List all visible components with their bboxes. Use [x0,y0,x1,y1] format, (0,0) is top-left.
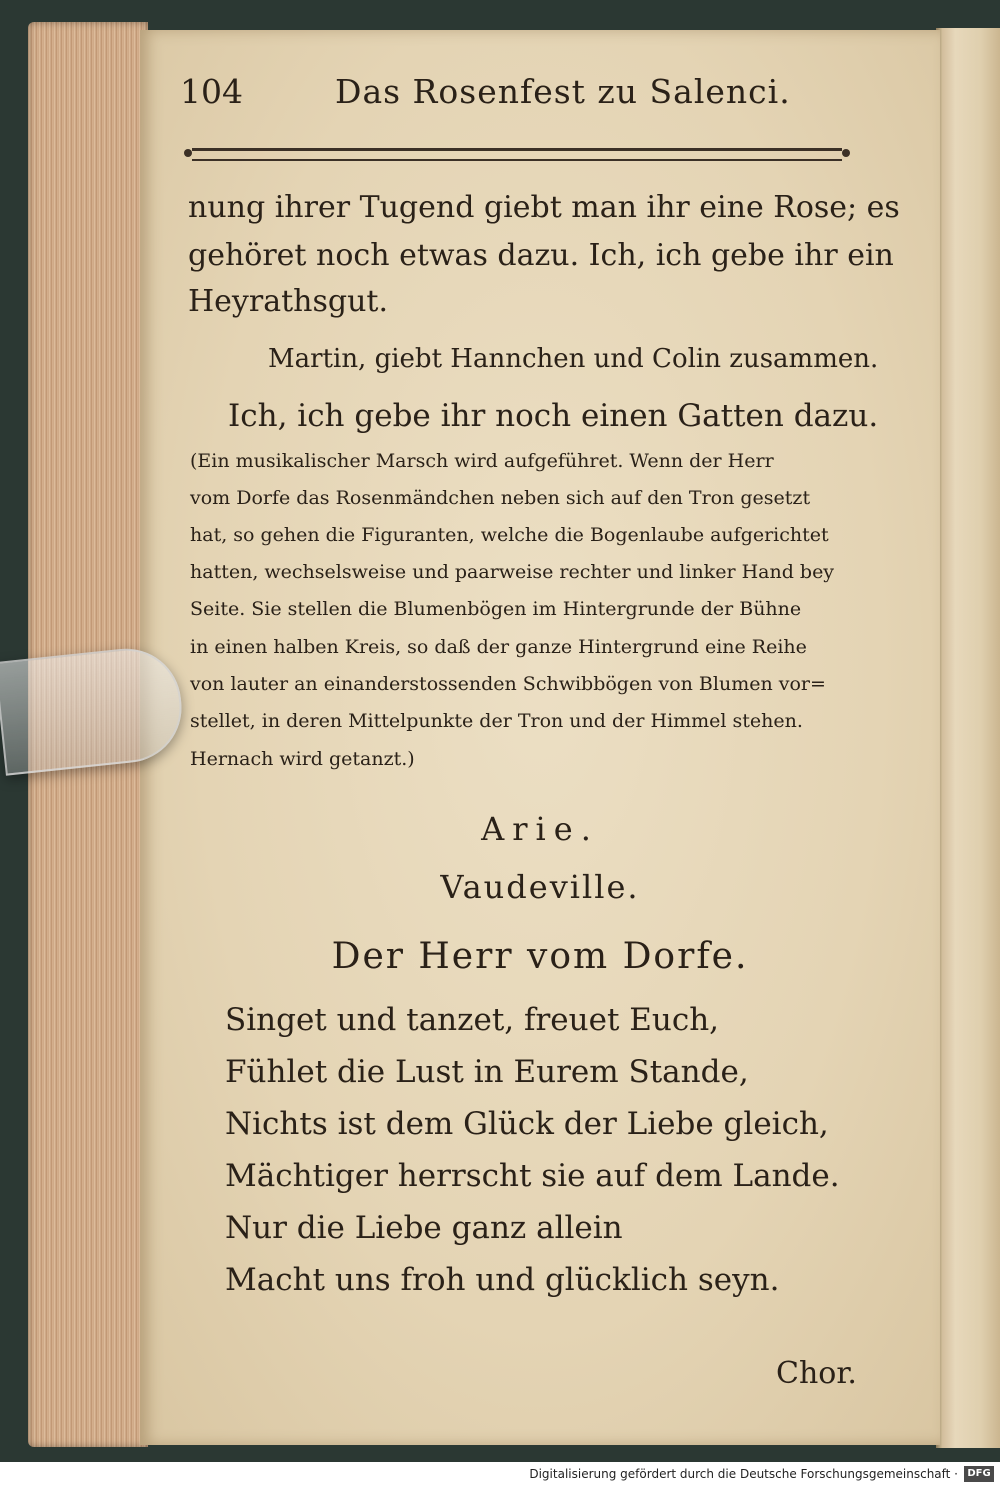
aria-heading: Arie. [481,810,599,848]
body-line-3: Heyrathsgut. [188,284,388,319]
song-line-3: Nichts ist dem Glück der Liebe gleich, [225,1106,829,1142]
speaker-line: Martin, giebt Hannchen und Colin zusammen. [268,344,879,374]
digitization-footer [0,1462,1000,1490]
song-line-1: Singet und tanzet, freuet Euch, [225,1002,720,1038]
body-line-2: gehöret noch etwas dazu. Ich, ich gebe ihr ein [188,238,894,273]
page-number: 104 [180,72,243,111]
stage-direction-8: stellet, in deren Mittelpunkte der Tron und der Himmel stehen. [190,710,803,732]
catchword: Chor. [776,1356,857,1391]
book-page-edge-right [936,28,1000,1448]
stage-direction-5: Seite. Sie stellen die Blumenbögen im Hintergrunde der Bühne [190,598,802,620]
speech-line: Ich, ich gebe ihr noch einen Gatten dazu. [228,398,879,434]
dfg-logo: DFG [964,1466,994,1482]
stage-direction-4: hatten, wechselsweise und paarweise rechter und linker Hand bey [190,561,835,583]
book-page [140,30,940,1445]
song-line-6: Macht uns froh und glücklich seyn. [225,1262,780,1298]
stage-direction-1: (Ein musikalischer Marsch wird aufgeführet. Wenn der Herr [190,450,774,472]
footer-credit: Digitalisierung gefördert durch die Deutsche Forschungsgemeinschaft · [529,1467,958,1481]
singer-heading: Der Herr vom Dorfe. [331,936,749,977]
stage-direction-2: vom Dorfe das Rosenmändchen neben sich auf den Tron gesetzt [190,487,811,509]
song-line-2: Fühlet die Lust in Eurem Stande, [225,1054,749,1090]
stage-direction-6: in einen halben Kreis, so daß der ganze Hintergrund eine Reihe [190,636,807,658]
stage-direction-9: Hernach wird getanzt.) [190,748,415,770]
header-rule [192,148,842,161]
stage-direction-3: hat, so gehen die Figuranten, welche die Bogenlaube aufgerichtet [190,524,829,546]
stage-direction-7: von lauter an einanderstossenden Schwibbögen von Blumen vor= [190,673,826,695]
song-line-4: Mächtiger herrscht sie auf dem Lande. [225,1158,840,1194]
body-line-1: nung ihrer Tugend giebt man ihr eine Rose; es [188,190,900,225]
song-line-5: Nur die Liebe ganz allein [225,1210,623,1246]
running-title: Das Rosenfest zu Salenci. [335,72,791,111]
vaudeville-heading: Vaudeville. [440,868,640,906]
